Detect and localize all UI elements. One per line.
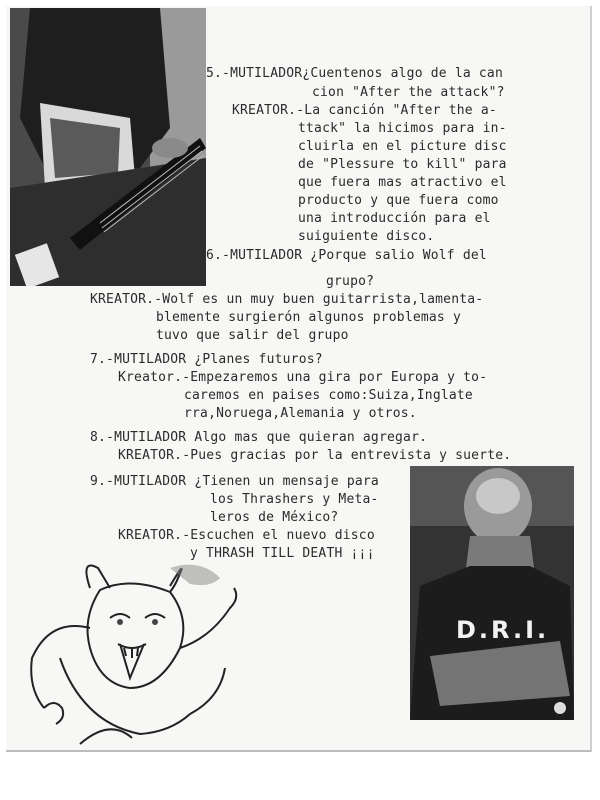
shirt-logo: D.R.I. bbox=[456, 616, 550, 644]
answer-5-line-1: KREATOR.-La canción "After the a- bbox=[232, 103, 497, 118]
guitarist-photo bbox=[10, 8, 206, 286]
answer-5-line-8: suiguiente disco. bbox=[298, 229, 435, 244]
answer-9-line-2: y THRASH TILL DEATH ¡¡¡ bbox=[190, 546, 375, 561]
question-5-line-1: 5.-MUTILADOR¿Cuentenos algo de la can bbox=[206, 66, 503, 81]
question-9-line-3: leros de México? bbox=[210, 510, 339, 525]
answer-6-line-3: tuvo que salir del grupo bbox=[156, 328, 349, 343]
answer-9-line-1: KREATOR.-Escuchen el nuevo disco bbox=[118, 528, 375, 543]
answer-6-line-1: KREATOR.-Wolf es un muy buen guitarrista,lamenta- bbox=[90, 292, 484, 307]
answer-5-line-2: ttack" la hicimos para in- bbox=[298, 121, 507, 136]
demon-illustration bbox=[20, 548, 246, 748]
question-6-line-1: 6.-MUTILADOR ¿Porque salio Wolf del bbox=[206, 248, 487, 263]
answer-5-line-4: de "Plessure to kill" para bbox=[298, 157, 507, 172]
question-8-line-1: 8.-MUTILADOR Algo mas que quieran agregar. bbox=[90, 430, 428, 445]
question-5-line-2: cion "After the attack"? bbox=[312, 85, 505, 100]
answer-5-line-5: que fuera mas atractivo el bbox=[298, 175, 507, 190]
question-7-line-1: 7.-MUTILADOR ¿Planes futuros? bbox=[90, 352, 323, 367]
answer-6-line-2: blemente surgierón algunos problemas y bbox=[156, 310, 462, 325]
answer-5-line-7: una introducción para el bbox=[298, 211, 491, 226]
answer-8-line-1: KREATOR.-Pues gracias por la entrevista y suerte. bbox=[118, 448, 512, 463]
singer-photo bbox=[410, 466, 574, 720]
answer-7-line-2: caremos en paises como:Suiza,Inglate bbox=[184, 388, 473, 403]
question-9-line-1: 9.-MUTILADOR ¿Tienen un mensaje para bbox=[90, 474, 379, 489]
question-6-line-2: grupo? bbox=[326, 274, 375, 289]
answer-7-line-3: rra,Noruega,Alemania y otros. bbox=[184, 406, 417, 421]
answer-7-line-1: Kreator.-Empezaremos una gira por Europa y to- bbox=[118, 370, 488, 385]
answer-5-line-3: cluirla en el picture disc bbox=[298, 139, 507, 154]
answer-5-line-6: producto y que fuera como bbox=[298, 193, 499, 208]
question-9-line-2: los Thrashers y Meta- bbox=[210, 492, 379, 507]
